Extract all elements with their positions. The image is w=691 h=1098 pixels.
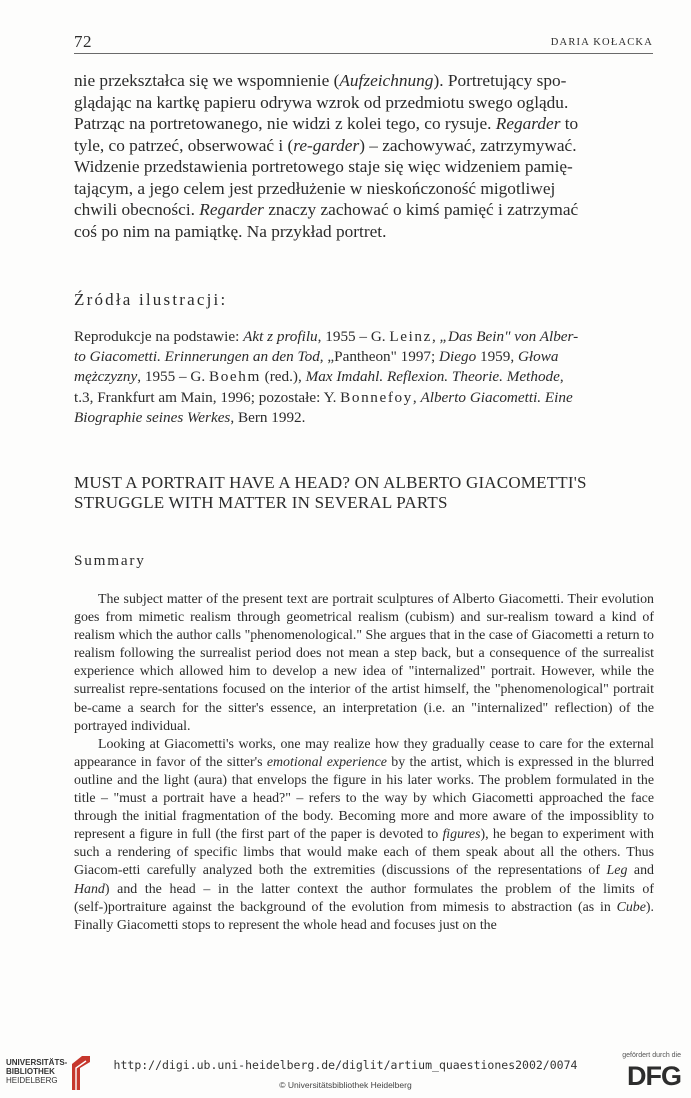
library-name: UNIVERSITÄTS- BIBLIOTHEK HEIDELBERG xyxy=(6,1058,68,1085)
summary-heading: Summary xyxy=(74,552,146,569)
paragraph-line: coś po nim na pamiątkę. Na przykład portret. xyxy=(74,221,387,241)
paragraph-line: Patrząc na portretowanego, nie widzi z kolei tego, co rysuje. Regarder to xyxy=(74,114,579,133)
summary-paragraph: The subject matter of the present text are portrait sculptures of Alberto Giacometti. Their evolution goes from mimetic realism through geometrical realism (cubism) and sur-realism toward a kind of realism which the author calls "phenomenological." She argues that in the case of Giacometti a return to realism following the surrealist period does not mean a step back, but a consequence of the surrealist experience which allowed him to develop a new idea of "internalized" portrait. However, while the surrealist repre-sentations focused on the interior of the artist himself, the "phenomenological" portrait be-came a search for the sitter's essence, an interpretation (i.e. an "internalized" reflection) of the portrayed individual. xyxy=(74,592,654,734)
running-head xyxy=(74,32,653,54)
summary-paragraph: Looking at Giacometti's works, one may realize how they gradually cease to care for the external appearance in favor of the sitter's emotional experience by the artist, which is expressed in the blurred outline and the light (aura) that envelops the figure in his later works. The problem formulated in the title – "must a portrait have a head?" – refers to the way by which Giacometti approached the face through the initial fragmentation of the body. Becoming more and more aware of the impossiblity to represent a figure in full (the first part of the paper is devoted to figures), he began to experiment with such a rendering of specific limbs that would make each of them speak about all the others. Thus Giacom-etti carefully analyzed both the extremities (discussions of the representations of Leg and Hand) and the head – in the latter context the author formulates the problem of the limits of (self-)portraiture against the background of the evolution from mimesis to abstraction (as in Cube). Finally Giacometti stops to represent the whole head and focuses just on the xyxy=(74,736,654,933)
summary-body xyxy=(74,591,654,935)
copyright-notice: © Universitätsbibliothek Heidelberg xyxy=(279,1080,412,1090)
summary-title xyxy=(74,473,654,513)
sources-line: t.3, Frankfurt am Main, 1996; pozostałe: Y. Bonnefoy, Alberto Giacometti. Eine xyxy=(74,388,573,406)
page-number: 72 xyxy=(74,32,92,51)
sources-line: Biographie seines Werkes, Bern 1992. xyxy=(74,408,306,426)
summary-title-line: MUST A PORTRAIT HAVE A HEAD? ON ALBERTO GIACOMETTI'S xyxy=(74,473,587,492)
polish-paragraph xyxy=(74,70,654,242)
paragraph-line: nie przekształca się we wspomnienie (Aufzeichnung). Portretujący spo- xyxy=(74,71,567,90)
paragraph-line: glądając na kartkę papieru odrywa wzrok od przedmiotu swego oglądu. xyxy=(74,92,569,112)
sources-line: Reprodukcje na podstawie: Akt z profilu, 1955 – G. Leinz, „Das Bein" von Alber- xyxy=(74,328,579,345)
page-footer xyxy=(0,1050,691,1098)
paragraph-line: tającym, a jego celem jest przedłużenie w nieskończoność migotliwej xyxy=(74,178,556,198)
sources-heading: Źródła ilustracji: xyxy=(74,290,228,309)
funding-logo[interactable] xyxy=(609,1052,681,1094)
sources-line: to Giacometti. Erinnerungen an den Tod, „Pantheon" 1997; Diego 1959, Głowa xyxy=(74,348,559,366)
paragraph-line: tyle, co patrzeć, obserwować i (re-garder) – zachowywać, zatrzymywać. xyxy=(74,135,577,155)
summary-title-line: STRUGGLE WITH MATTER IN SEVERAL PARTS xyxy=(74,493,448,512)
sources-text xyxy=(74,327,654,428)
paragraph-line: Widzenie przedstawienia portretowego staje się więc widzeniem pamię- xyxy=(74,157,573,176)
running-title: DARIA KOŁACKA xyxy=(550,37,653,48)
dfg-logo: DFG xyxy=(627,1061,681,1091)
sources-line: mężczyzny, 1955 – G. Boehm (red.), Max Imdahl. Reflexion. Theorie. Methode, xyxy=(74,368,564,386)
funding-caption: gefördert durch die xyxy=(622,1052,681,1059)
header-rule xyxy=(74,53,653,54)
paragraph-line: chwili obecności. Regarder znaczy zachować o kimś pamięć i zatrzymać xyxy=(74,200,579,219)
source-url-link[interactable]: http://digi.ub.uni-heidelberg.de/diglit/artium_quaestiones2002/0074 xyxy=(113,1058,578,1072)
